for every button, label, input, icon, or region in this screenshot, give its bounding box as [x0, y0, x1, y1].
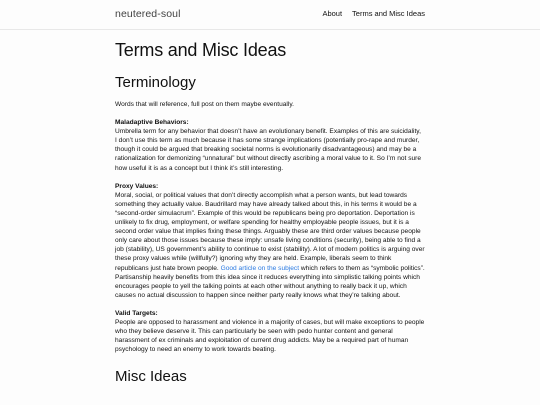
page-title: Terms and Misc Ideas [115, 40, 287, 60]
article-link[interactable]: Good article on the subject [220, 264, 300, 272]
term-valid-targets [115, 309, 425, 354]
term-body: People are opposed to harassment and violence in a majority of cases, but will make exceptions to people who they believe deserve it. This can particularly be seen with pedo hunter content and general harassment of ex criminals and exploitation of current drug addicts. May be a required part of human psychology to need an enemy to work towards beating. [115, 318, 425, 354]
post-content [115, 30, 425, 385]
site-nav [322, 9, 425, 18]
term-name: Valid Targets: [115, 309, 158, 317]
term-body: Moral, social, or political values that don’t directly accomplish what a person wants, but lead towards something they actually value. Baudrillard may have already talked about this, in his terms it would be a “second-order simulacrum”. Example of this would be republicans being pro deportation. Deportation is unlikely to fix drug, employment, or welfare spending for healthy employable people issues, but it is a second order value that implies fixing these things. Arguably these are third order values because people only care about those issues because these imply: unsafe living conditions (security), being able to find a job (stability), US government’s ability to continue to exist (stability). A lot of modern politics is arguing over these proxy values while (willfully?) ignoring why they are held. Example, liberals seem to think republicans just hate brown people. [115, 191, 425, 272]
site-title-link[interactable]: neutered-soul [115, 8, 181, 20]
section-title-terminology: Terminology [115, 74, 196, 91]
term-body: Umbrella term for any behavior that doesn’t have an evolutionary benefit. Examples of this are suicidality, [115, 128, 421, 136]
intro-text: Words that will reference, full post on them maybe eventually. [115, 101, 294, 108]
section-title-misc-ideas: Misc Ideas [115, 368, 187, 386]
term-name: Proxy Values: [115, 182, 159, 190]
term-maladaptive-behaviors [115, 118, 425, 173]
nav-link-about[interactable]: About [322, 9, 343, 18]
nav-link-terms[interactable]: Terms and Misc Ideas [352, 9, 425, 18]
site-header [0, 0, 540, 30]
term-body-continued: I don’t use this term as much because it has some strange implications (potentially pro-rape and murder, though it could be argued that breaking societal norms is evolutionarily disadvantageous) and may be a rationalization for demonizing “unnatural” but without directly ascribing a moral value to it. So I’m not sure how useful it is as a concept but I think it’s still interesting. [115, 137, 422, 172]
term-proxy-values [115, 182, 425, 300]
term-name: Maladaptive Behaviors: [115, 119, 189, 127]
term-body-continued: which refers to them as “symbolic politics”. Partisanship heavily benefits from this idea since it reduces everything into simplistic talking points which encourages people to yell the talking points at each other without anything to really back it up, which causes no actual discussion to happen since neither party really knows what they’re talking about. [115, 264, 425, 299]
